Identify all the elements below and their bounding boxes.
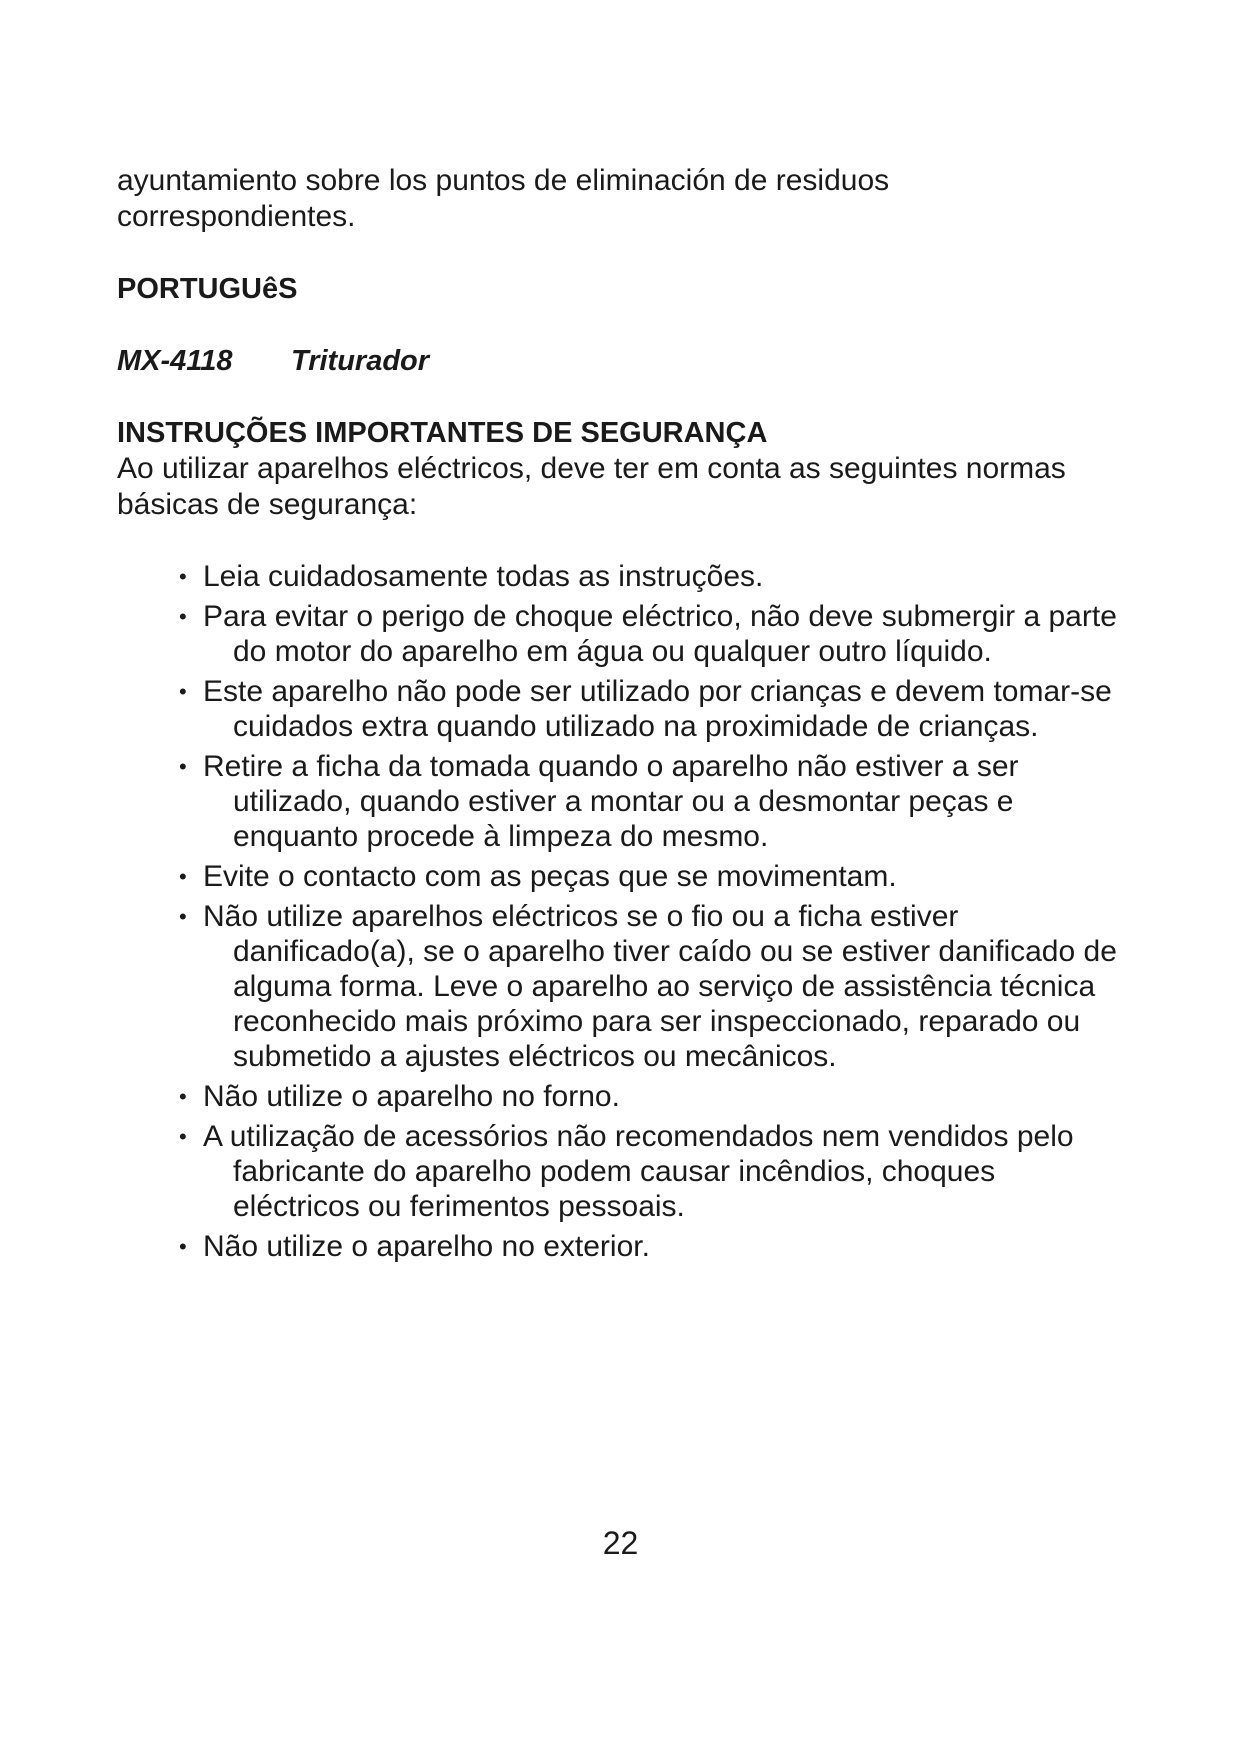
safety-title: INSTRUÇÕES IMPORTANTES DE SEGURANÇA: [117, 417, 768, 449]
model-code: MX-4118: [117, 345, 233, 377]
safety-item: [179, 749, 1127, 854]
safety-item: [179, 899, 1127, 1074]
safety-item-text: Evite o contacto com as peças que se movimentam.: [203, 860, 897, 893]
safety-item: [179, 1229, 1127, 1264]
safety-item: [179, 674, 1127, 744]
bullet-icon: •: [179, 904, 187, 929]
bullet-icon: •: [179, 604, 187, 629]
safety-item-text: Não utilize o aparelho no exterior.: [203, 1230, 650, 1263]
model-name: Triturador: [291, 345, 430, 377]
safety-item-text: Não utilize o aparelho no forno.: [203, 1080, 620, 1113]
bullet-icon: •: [179, 1124, 187, 1149]
language-heading: PORTUGUêS: [117, 273, 298, 305]
safety-item: [179, 1119, 1127, 1224]
safety-item-text: A utilização de acessórios não recomendados nem vendidos pelo fabricante do aparelho podem causar incêndios, choques eléctricos ou ferimentos pessoais.: [203, 1120, 1074, 1223]
bullet-icon: •: [179, 864, 187, 889]
bullet-icon: •: [179, 679, 187, 704]
safety-item-text: Leia cuidadosamente todas as instruções.: [203, 560, 764, 593]
safety-item: [179, 1079, 1127, 1114]
bullet-icon: •: [179, 1084, 187, 1109]
bullet-icon: •: [179, 1234, 187, 1259]
manual-page: [117, 163, 1127, 1269]
safety-item: [179, 559, 1127, 594]
safety-item: [179, 859, 1127, 894]
safety-item-text: Retire a ficha da tomada quando o aparelho não estiver a ser utilizado, quando estiver a montar ou a desmontar peças e enquanto procede à limpeza do mesmo.: [203, 750, 1019, 853]
page-number: 22: [602, 1525, 639, 1561]
safety-item-text: Para evitar o perigo de choque eléctrico, não deve submergir a parte do motor do aparelho em água ou qualquer outro líquido.: [203, 600, 1117, 668]
bullet-icon: •: [179, 564, 187, 589]
bullet-icon: •: [179, 754, 187, 779]
safety-item-text: Este aparelho não pode ser utilizado por crianças e devem tomar-se cuidados extra quando utilizado na proximidade de crianças.: [203, 675, 1112, 743]
safety-item-text: Não utilize aparelhos eléctricos se o fio ou a ficha estiver danificado(a), se o aparelho tiver caído ou se estiver danificado de alguma forma. Leve o aparelho ao serviço de assistência técnica reconhecido mais próximo para ser inspeccionado, reparado ou submetido a ajustes eléctricos ou mecânicos.: [203, 900, 1117, 1073]
intro-continuation: ayuntamiento sobre los puntos de eliminación de residuos correspondientes.: [117, 164, 890, 233]
model-line: [117, 343, 1127, 379]
safety-intro: Ao utilizar aparelhos eléctricos, deve ter em conta as seguintes normas básicas de segurança:: [117, 452, 1066, 521]
safety-item: [179, 599, 1127, 669]
safety-list: [117, 559, 1127, 1264]
